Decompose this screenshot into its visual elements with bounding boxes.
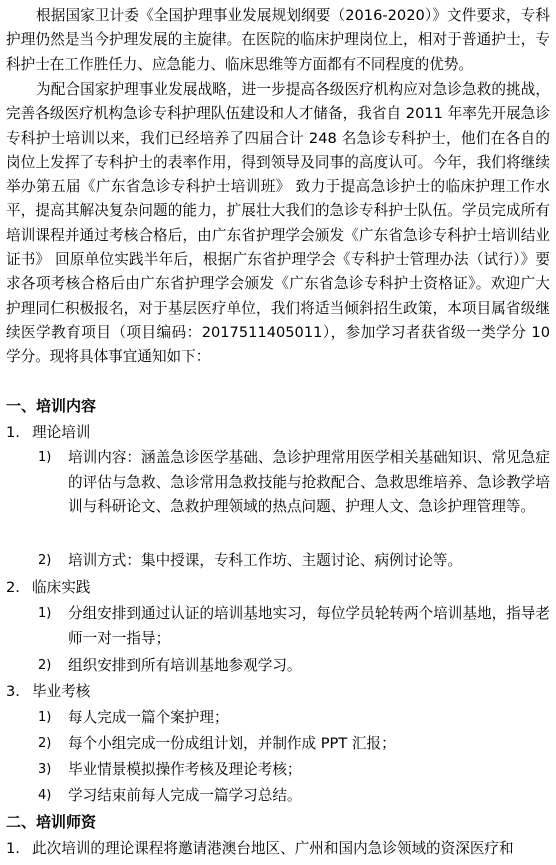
- section-heading-training-content: 一、培训内容: [6, 397, 97, 415]
- subsection-number: 2.: [6, 579, 20, 596]
- intro-paragraph-1: 根据国家卫计委《全国护理事业发展规划纲要（2016-2020）》文件要求，专科护理仍然是当今护理发展的主旋律。在医院的临床护理岗位上，相对于普通护士，专科护士在工作胜任力、应急能力、临床思维等方面都有不同程度的优势。: [6, 7, 550, 73]
- subsection-number: 1.: [6, 840, 20, 857]
- list-item: [38, 602, 550, 651]
- section-heading-training-faculty: 二、培训师资: [6, 813, 97, 831]
- list-item-text: 每个小组完成一份成组计划，并制作成 PPT 汇报；: [68, 735, 396, 752]
- subsection-faculty-text: [6, 837, 514, 861]
- list-item: [38, 758, 550, 783]
- list-item-text: 培训方式：集中授课，专科工作坊、主题讨论、病例讨论等。: [68, 552, 463, 569]
- subsection-text: 此次培训的理论课程将邀请港澳台地区、广州和国内急诊领域的资深医疗和: [32, 840, 514, 857]
- subsection-clinical-practice: [6, 576, 90, 600]
- list-item: [38, 706, 550, 731]
- list-item-number: 2): [38, 736, 52, 751]
- subsection-number: 3.: [6, 683, 20, 700]
- list-item-number: 2): [38, 553, 52, 568]
- subsection-title: 毕业考核: [32, 683, 91, 700]
- subsection-theory: [6, 421, 90, 445]
- list-item: [38, 732, 550, 757]
- list-item-number: 1): [38, 606, 52, 621]
- list-item: [38, 446, 550, 520]
- list-item: [38, 784, 550, 809]
- subsection-title: 临床实践: [32, 579, 91, 596]
- list-item-text: 学习结束前每人完成一篇学习总结。: [68, 787, 302, 804]
- list-item-text: 每人完成一篇个案护理；: [68, 709, 229, 726]
- list-item: [38, 549, 550, 574]
- list-item-number: 1): [38, 450, 52, 465]
- list-item-text: 组织安排到所有培训基地参观学习。: [68, 657, 302, 674]
- list-item-number: 4): [38, 788, 52, 803]
- list-item-text: 分组安排到通过认证的培训基地实习，每位学员轮转两个培训基地，指导老师一对一指导；: [68, 605, 550, 647]
- list-item-number: 3): [38, 762, 52, 777]
- intro-paragraph-2: 为配合国家护理事业发展战略，进一步提高各级医疗机构应对急诊急救的挑战，完善各级医疗机构急诊专科护理队伍建设和人才储备，我省自 2011 年率先开展急诊专科护士培训以来，我们已经培养了四届合计 248 名急诊专科护士，他们在各自的岗位上发挥了专科护士的表率作用，得到领导及同事的高度认可。今年，我们将继续举办第五届《广东省急诊专科护士培训班》 致力于提高急诊护士的临床护理工作水平，提高其解决复杂问题的能力，扩展壮大我们的急诊专科护士队伍。学员完成所有培训课程并通过考核合格后，由广东省护理学会颁发《广东省急诊专科护士培训结业证书》 回原单位实践半年后，根据广东省护理学会《专科护士管理办法（试行）》要求各项考核合格后由广东省护理学会颁发《广东省急诊专科护士资格证》。欢迎广大护理同仁积极报名，对于基层医疗单位，我们将适当倾斜招生政策，本项目属省级继续医学教育项目（项目编码：2017511405011），参加学习者获省级一类学分 10 学分。现将具体事宜通知如下：: [6, 81, 550, 366]
- list-item: [38, 654, 550, 679]
- subsection-number: 1.: [6, 424, 20, 441]
- list-item-number: 1): [38, 710, 52, 725]
- subsection-title: 理论培训: [32, 424, 91, 441]
- list-item-number: 2): [38, 658, 52, 673]
- list-item-text: 培训内容：涵盖急诊医学基础、急诊护理常用医学相关基础知识、常见急症的评估与急救、急诊常用急救技能与抢救配合、急救思维培养、急诊教学培训与科研论文、急救护理领域的热点问题、护理人文、急诊护理管理等。: [68, 449, 550, 515]
- subsection-graduation-assessment: [6, 680, 90, 704]
- list-item-text: 毕业情景模拟操作考核及理论考核；: [68, 761, 302, 778]
